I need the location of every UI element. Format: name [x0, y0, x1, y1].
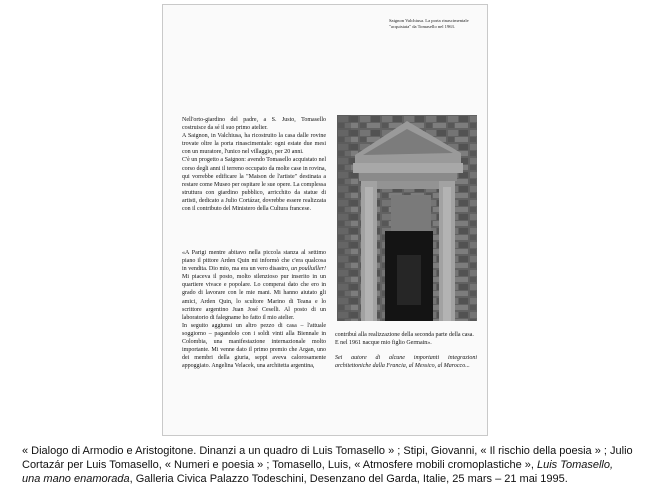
- text-column-top: [182, 116, 326, 213]
- image-caption: [22, 444, 634, 486]
- paragraph: In seguito aggiunsi un altro pezzo di casa – l'attuale soggiorno – pagandolo con i soldi vinti alla Biennale in Colombia, una manifestazione internazionale molto importante. Mi venne dato il primo premio che Argan, uno dei membri della giuria, seppi aveva calorosamente appoggiato. Angelina Velacek, una architetta argentina,: [182, 322, 326, 370]
- stone-doorway-illustration: [337, 115, 477, 321]
- paragraph-text: «A Parigi mentre abitavo nella piccola stanza al settimo piano il pittore Arden Quin mi informò che c'era qualcosa in vendita. Dio mio, ma era un vero disastro,: [182, 250, 326, 273]
- paragraph: contribuì alla realizzazione della seconda parte della casa.: [335, 332, 474, 338]
- text-column-right: [335, 331, 477, 370]
- caption-text: « Dialogo di Armodio e Aristogitone. Dinanzi a un quadro di Luis Tomasello » ; Stipi, Giovanni, « Il rischio della poesia » ; Julio Cortazár per Luis Tomasello, « Numeri e poesia » ; Tomasello, Luis, « Atmosfere mobili cromoplastiche »,: [22, 445, 633, 471]
- scanned-book-page: [162, 4, 488, 436]
- paragraph: Nell'orto-giardino del padre, a S. Justo, Tomasello costruisce da sé il suo primo atelier.: [182, 117, 326, 132]
- caption-italic-title: Luis Tomasello, una mano enamorada: [22, 459, 614, 485]
- italic-text: un poulluiller!: [291, 266, 326, 273]
- photo-caption: [389, 18, 485, 30]
- photo-caption-line-2: "acquistata" da Tomasello nel 1963.: [389, 24, 455, 29]
- paragraph: E nel 1961 nacque mio figlio Germain».: [335, 340, 432, 347]
- paragraph-italic: [335, 354, 477, 370]
- stone-doorway-photo: [337, 115, 477, 321]
- paragraph: A Saignon, in Valchiusa, ha ricostruito la casa dalle rovine trovate oltre la porta rinascimentale: ogni estate due mesi con un muratore, l'unico nel villaggio, per 20 anni.: [182, 133, 326, 156]
- photo-caption-line-1: Saignon Valchiusa. La porta rinascimentale: [389, 18, 469, 23]
- text-column-bottom: [182, 249, 326, 370]
- caption-text: , Galleria Civica Palazzo Todeschini, Desenzano del Garda, Italie, 25 mars – 21 mai 1995.: [129, 473, 568, 485]
- italic-text: Sei autore di alcune importanti integrazioni architettoniche dalla Francia, al Messico, al Marocco...: [335, 355, 477, 370]
- paragraph: C'è un progetto a Saignon: avendo Tomasello acquistato nel corso degli anni il terreno occupato da molte case in rovina, qui vorrebbe edificare la "Maison de l'artiste" destinata a restare come Museo per ospitare le sue opere. La complessa struttura con giardino pubblico, arricchito da statue di artisti, dedicato a Julio Cortázar, dovrebbe essere realizzata con il contributo del Ministero della Cultura francese.: [182, 157, 326, 213]
- paragraph: [182, 249, 326, 322]
- paragraph-text: Mi piaceva il posto, molto silenzioso pur inserito in un quartiere vivace e popolare. Lo comperai dato che ero in grado di lavorare con le mie mani. Mi hanno aiutato gli amici, Arden Quin, lo scultore Marino di Teana e lo scrittore argentino Juan José Ceselli. Al posto di un laboratorio di falegname ho fatto il mio atelier.: [182, 274, 326, 321]
